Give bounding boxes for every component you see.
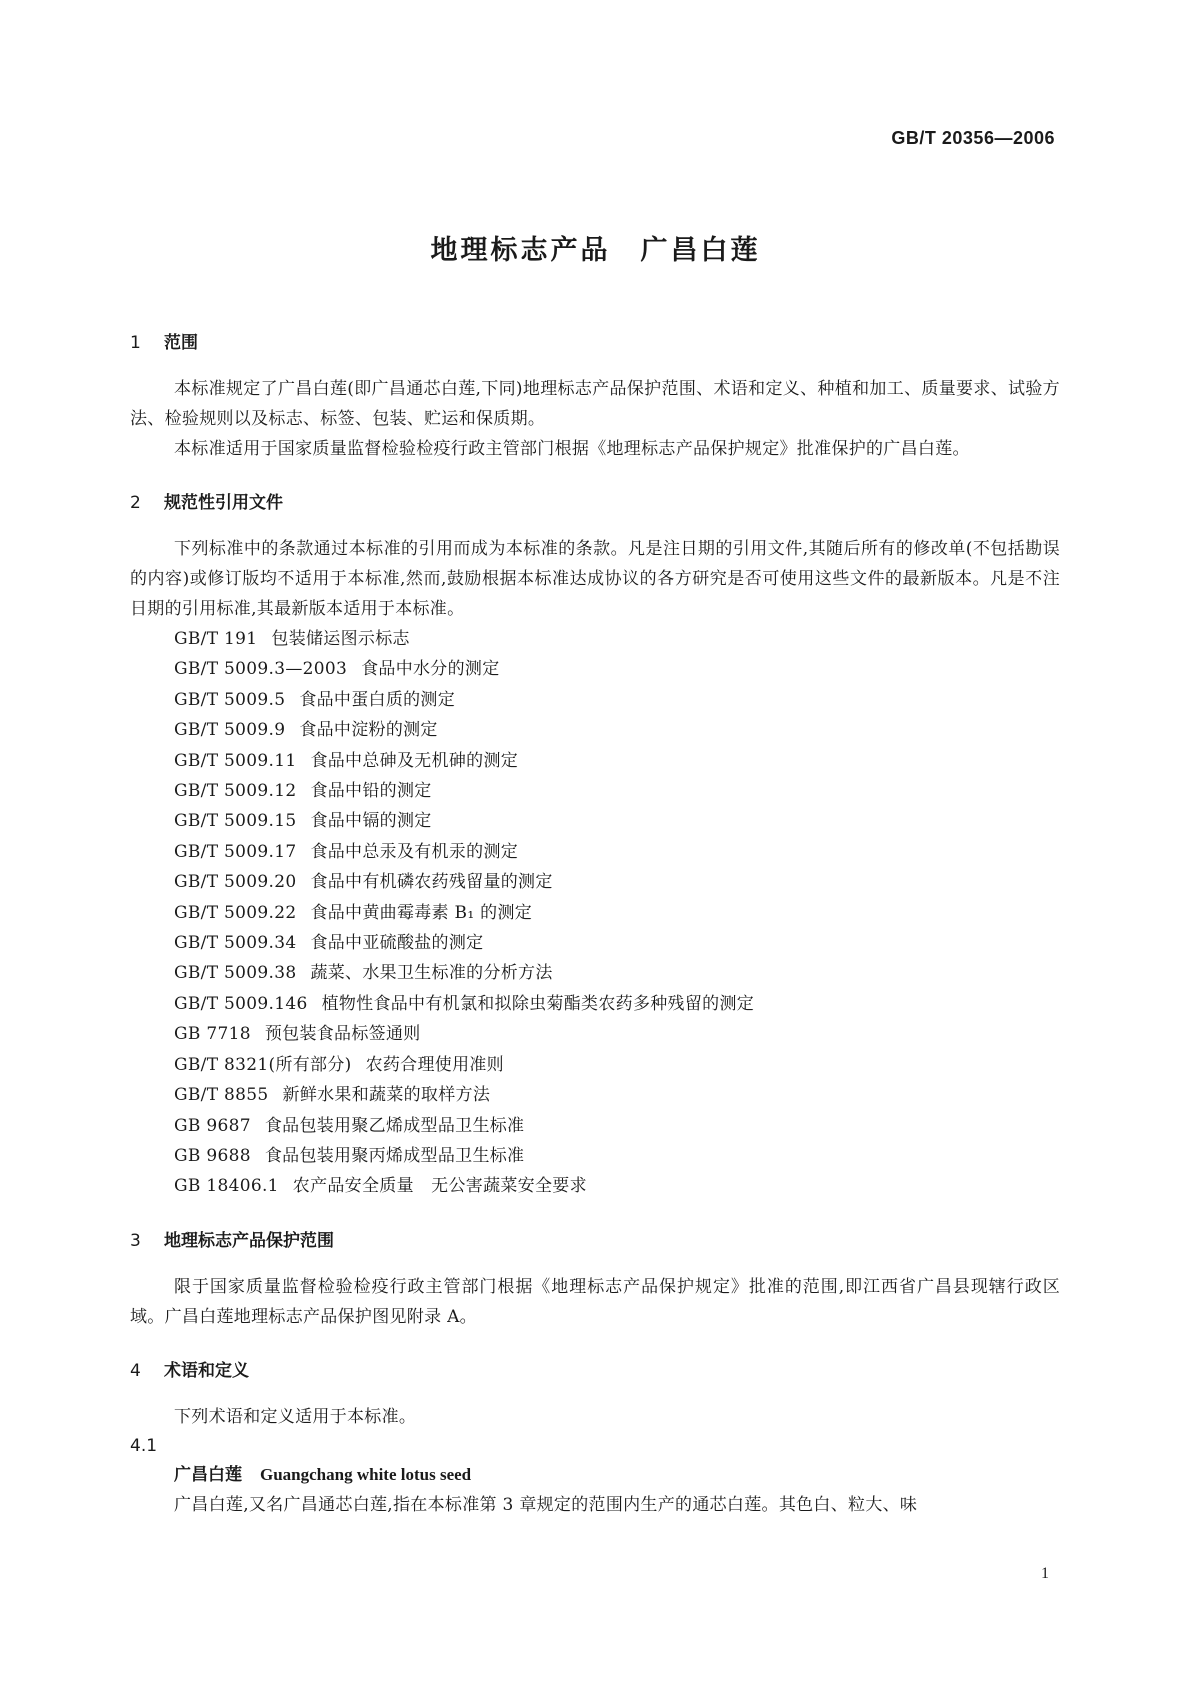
reference-title: 食品包装用聚丙烯成型品卫生标准 [264, 1145, 525, 1166]
reference-code: GB 9688 [174, 1145, 251, 1166]
term-heading [130, 1460, 1060, 1490]
reference-title: 蔬菜、水果卫生标准的分析方法 [310, 963, 553, 984]
reference-item [130, 837, 1060, 867]
reference-code: GB 7718 [174, 1024, 251, 1045]
reference-title: 食品包装用聚乙烯成型品卫生标准 [264, 1115, 525, 1136]
section-number: 1 [130, 333, 141, 353]
reference-code: GB/T 191 [174, 629, 258, 649]
paragraph: 本标准适用于国家质量监督检验检疫行政主管部门根据《地理标志产品保护规定》批准保护的广昌白莲。 [174, 439, 970, 459]
reference-title: 食品中蛋白质的测定 [299, 689, 456, 710]
reference-item [130, 1141, 1060, 1171]
reference-item [130, 898, 1060, 928]
reference-title: 预包装食品标签通则 [264, 1024, 421, 1045]
section-number: 2 [130, 493, 141, 513]
reference-item [130, 685, 1060, 715]
reference-title: 食品中镉的测定 [310, 811, 432, 832]
reference-code: GB/T 5009.9 [174, 720, 286, 741]
section-title: 术语和定义 [164, 1360, 249, 1381]
reference-code: GB/T 8855 [174, 1085, 269, 1106]
page-number: 1 [1041, 1565, 1049, 1582]
reference-title: 农产品安全质量 无公害蔬菜安全要求 [292, 1176, 587, 1197]
reference-item [130, 989, 1060, 1019]
reference-code: GB/T 5009.15 [174, 811, 297, 832]
reference-code: GB 18406.1 [174, 1176, 279, 1197]
reference-code: GB/T 5009.11 [174, 750, 297, 771]
normative-reference-list [130, 624, 1060, 1202]
reference-item [130, 654, 1060, 684]
reference-title: 食品中铅的测定 [310, 781, 432, 802]
reference-title: 新鲜水果和蔬菜的取样方法 [282, 1085, 491, 1106]
reference-item [130, 715, 1060, 745]
document-title: 地理标志产品 广昌白莲 [430, 235, 761, 266]
reference-title: 食品中有机磷农药残留量的测定 [310, 872, 553, 893]
section-4-heading [130, 1358, 1060, 1384]
section-number: 4 [130, 1360, 141, 1381]
reference-item [130, 1080, 1060, 1110]
reference-title: 食品中总砷及无机砷的测定 [310, 750, 519, 771]
reference-code: GB/T 5009.38 [174, 963, 297, 984]
reference-code: GB/T 5009.146 [174, 993, 308, 1014]
section-2-heading [130, 490, 1060, 516]
section-1-heading [130, 330, 1060, 356]
term-english: Guangchang white lotus seed [260, 1464, 472, 1484]
reference-code: GB/T 5009.34 [174, 933, 297, 954]
reference-item [130, 1111, 1060, 1141]
paragraph: 本标准规定了广昌白莲(即广昌通芯白莲,下同)地理标志产品保护范围、术语和定义、种植和加工、质量要求、试验方法、检验规则以及标志、标签、包装、贮运和保质期。 [130, 379, 1060, 429]
standard-code: GB/T 20356—2006 [891, 128, 1055, 148]
term-number: 4.1 [130, 1435, 158, 1456]
section-3-heading [130, 1228, 1060, 1254]
reference-item [130, 746, 1060, 776]
section-title: 范围 [164, 333, 198, 353]
paragraph: 下列术语和定义适用于本标准。 [174, 1406, 417, 1427]
reference-title: 食品中总汞及有机汞的测定 [310, 841, 519, 862]
reference-item [130, 776, 1060, 806]
reference-title: 食品中水分的测定 [361, 659, 500, 680]
section-number: 3 [130, 1230, 141, 1251]
section-title: 地理标志产品保护范围 [164, 1230, 334, 1251]
reference-code: GB/T 5009.22 [174, 902, 297, 923]
document-body [130, 330, 1060, 1520]
reference-code: GB/T 5009.20 [174, 872, 297, 893]
reference-item [130, 1019, 1060, 1049]
term-definition: 广昌白莲,又名广昌通芯白莲,指在本标准第 3 章规定的范围内生产的通芯白莲。其色白、粒大、味 [174, 1494, 918, 1515]
paragraph: 下列标准中的条款通过本标准的引用而成为本标准的条款。凡是注日期的引用文件,其随后所有的修改单(不包括勘误的内容)或修订版均不适用于本标准,然而,鼓励根据本标准达成协议的各方研究是否可使用这些文件的最新版本。凡是不注日期的引用标准,其最新版本适用于本标准。 [130, 539, 1060, 619]
reference-item [130, 928, 1060, 958]
reference-title: 包装储运图示标志 [271, 629, 410, 649]
reference-code: GB/T 5009.12 [174, 781, 297, 802]
reference-item [130, 867, 1060, 897]
reference-title: 植物性食品中有机氯和拟除虫菊酯类农药多种残留的测定 [321, 993, 755, 1014]
reference-item [130, 958, 1060, 988]
reference-code: GB/T 5009.3—2003 [174, 659, 348, 680]
reference-title: 食品中淀粉的测定 [299, 720, 438, 741]
paragraph: 限于国家质量监督检验检疫行政主管部门根据《地理标志产品保护规定》批准的范围,即江西省广昌县现辖行政区域。广昌白莲地理标志产品保护图见附录 A。 [130, 1276, 1060, 1327]
section-title: 规范性引用文件 [164, 493, 283, 513]
reference-code: GB 9687 [174, 1115, 251, 1136]
reference-title: 农药合理使用准则 [365, 1054, 504, 1075]
reference-code: GB/T 8321(所有部分) [174, 1054, 352, 1075]
reference-item [130, 1050, 1060, 1080]
reference-title: 食品中亚硫酸盐的测定 [310, 933, 484, 954]
reference-title: 食品中黄曲霉毒素 B₁ 的测定 [310, 902, 533, 923]
reference-code: GB/T 5009.17 [174, 841, 297, 862]
term-chinese: 广昌白莲 [174, 1464, 242, 1485]
reference-item [130, 806, 1060, 836]
reference-item [130, 624, 1060, 654]
reference-item [130, 1171, 1060, 1201]
reference-code: GB/T 5009.5 [174, 689, 286, 710]
